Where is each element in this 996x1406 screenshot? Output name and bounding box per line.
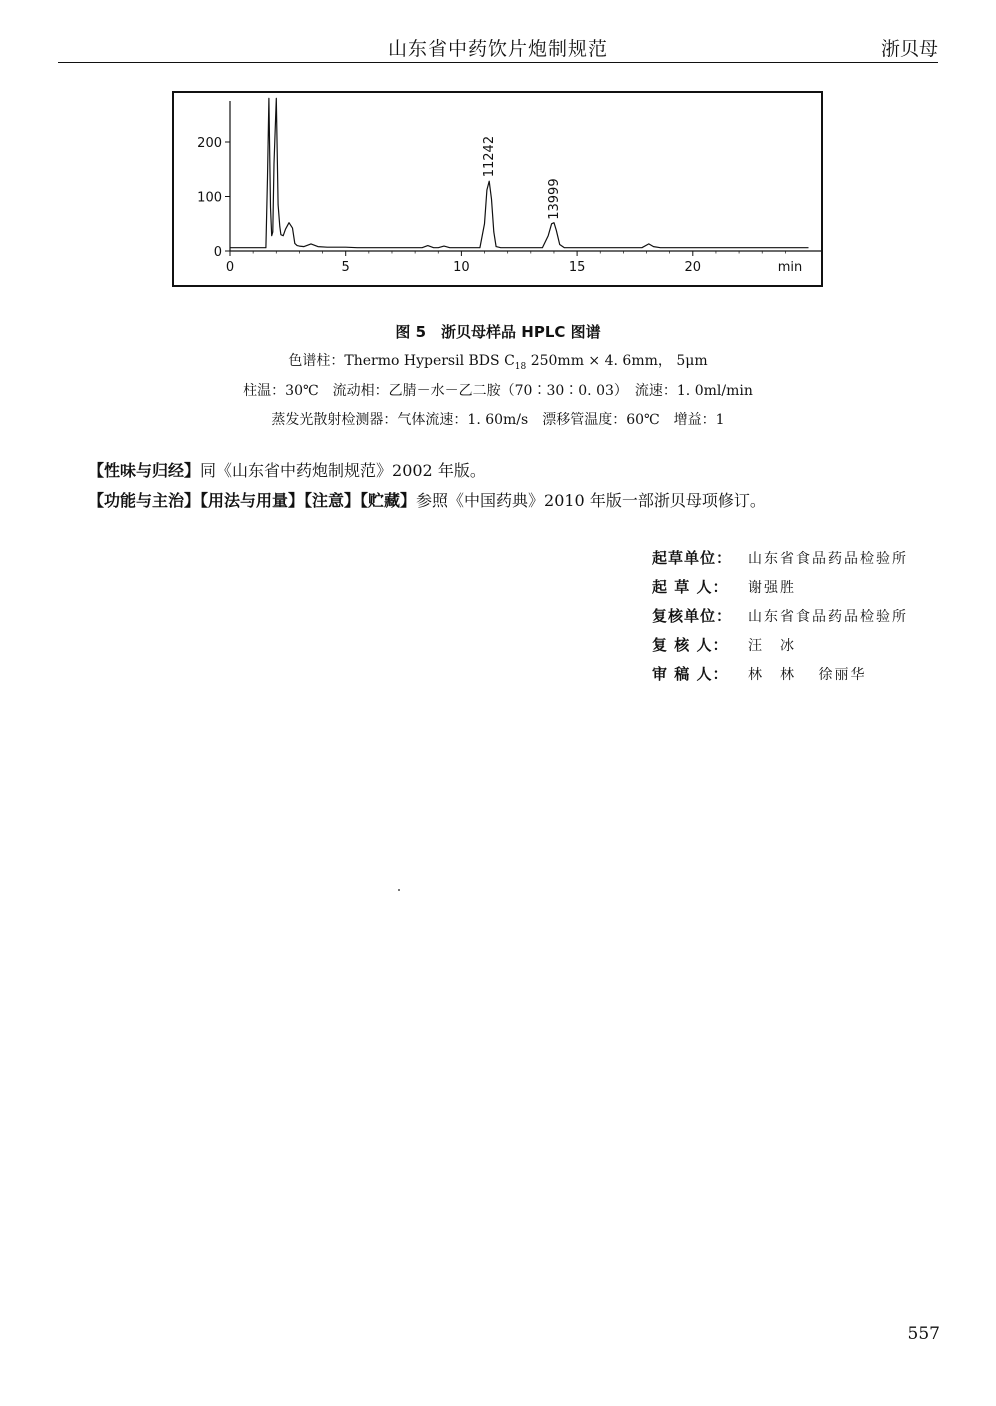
paragraph-functions [88, 488, 766, 511]
peak-label: 13999 [546, 178, 562, 220]
credit-row-review-unit: 复核单位： 山东省食品药品检验所 [652, 607, 908, 625]
running-header-book-title: 山东省中药饮片炮制规范 [388, 38, 609, 60]
chart-peak-labels [482, 136, 562, 220]
credit-row-drafter: 起 草 人： 谢强胜 [652, 578, 796, 596]
chart-ticks [197, 136, 802, 275]
chart-plot-area [230, 98, 809, 247]
x-tick-label: 15 [568, 260, 586, 275]
chart-axes [230, 101, 821, 251]
x-axis-unit-label: min [777, 260, 803, 275]
hplc-chromatogram [172, 91, 823, 287]
chromatogram-trace [230, 98, 809, 247]
page-number: 557 [907, 1324, 940, 1344]
section-label: 【功能与主治】【用法与用量】【注意】【贮藏】 [88, 491, 417, 510]
x-tick-label: 20 [684, 260, 702, 275]
y-tick-label: 0 [213, 245, 222, 260]
y-tick-label: 100 [197, 190, 222, 206]
header-divider [58, 62, 938, 63]
y-tick-label: 200 [197, 136, 222, 151]
section-label: 【性味与归经】 [88, 461, 201, 480]
x-tick-label: 5 [341, 260, 350, 275]
paragraph-text: 参照《中国药典》2010 年版一部浙贝母项修订。 [416, 491, 766, 510]
figure-title: 图 5 浙贝母样品 HPLC 图谱 [395, 323, 601, 341]
x-tick-label: 10 [453, 260, 470, 275]
credit-row-editor: 审 稿 人： 林 林 徐丽华 [652, 665, 867, 683]
credits-block [652, 544, 908, 689]
figure-column-info: 色谱柱：Thermo Hypersil BDS $C_{18}$ 250mm × 4. 6mm， 5μm [288, 353, 708, 372]
paragraph-nature-meridian [88, 458, 486, 481]
running-header-section-title: 浙贝母 [880, 38, 938, 60]
peak-label: 11242 [482, 135, 498, 178]
credit-row-drafting-unit: 起草单位： 山东省食品药品检验所 [652, 549, 908, 567]
figure-detector-line: 蒸发光散射检测器：气体流速：1. 60m/s 漂移管温度：60℃ 增益：1 [271, 412, 725, 428]
scan-speck [398, 889, 400, 891]
x-tick-label: 0 [225, 260, 235, 275]
paragraph-text: 同《山东省中药炮制规范》2002 年版。 [200, 461, 486, 480]
figure-conditions-line: 柱温：30℃ 流动相：乙腈－水－乙二胺（70∶30∶0. 03） 流速：1. 0ml/min [243, 383, 753, 399]
credit-row-reviewer: 复 核 人： 汪 冰 [652, 636, 796, 654]
